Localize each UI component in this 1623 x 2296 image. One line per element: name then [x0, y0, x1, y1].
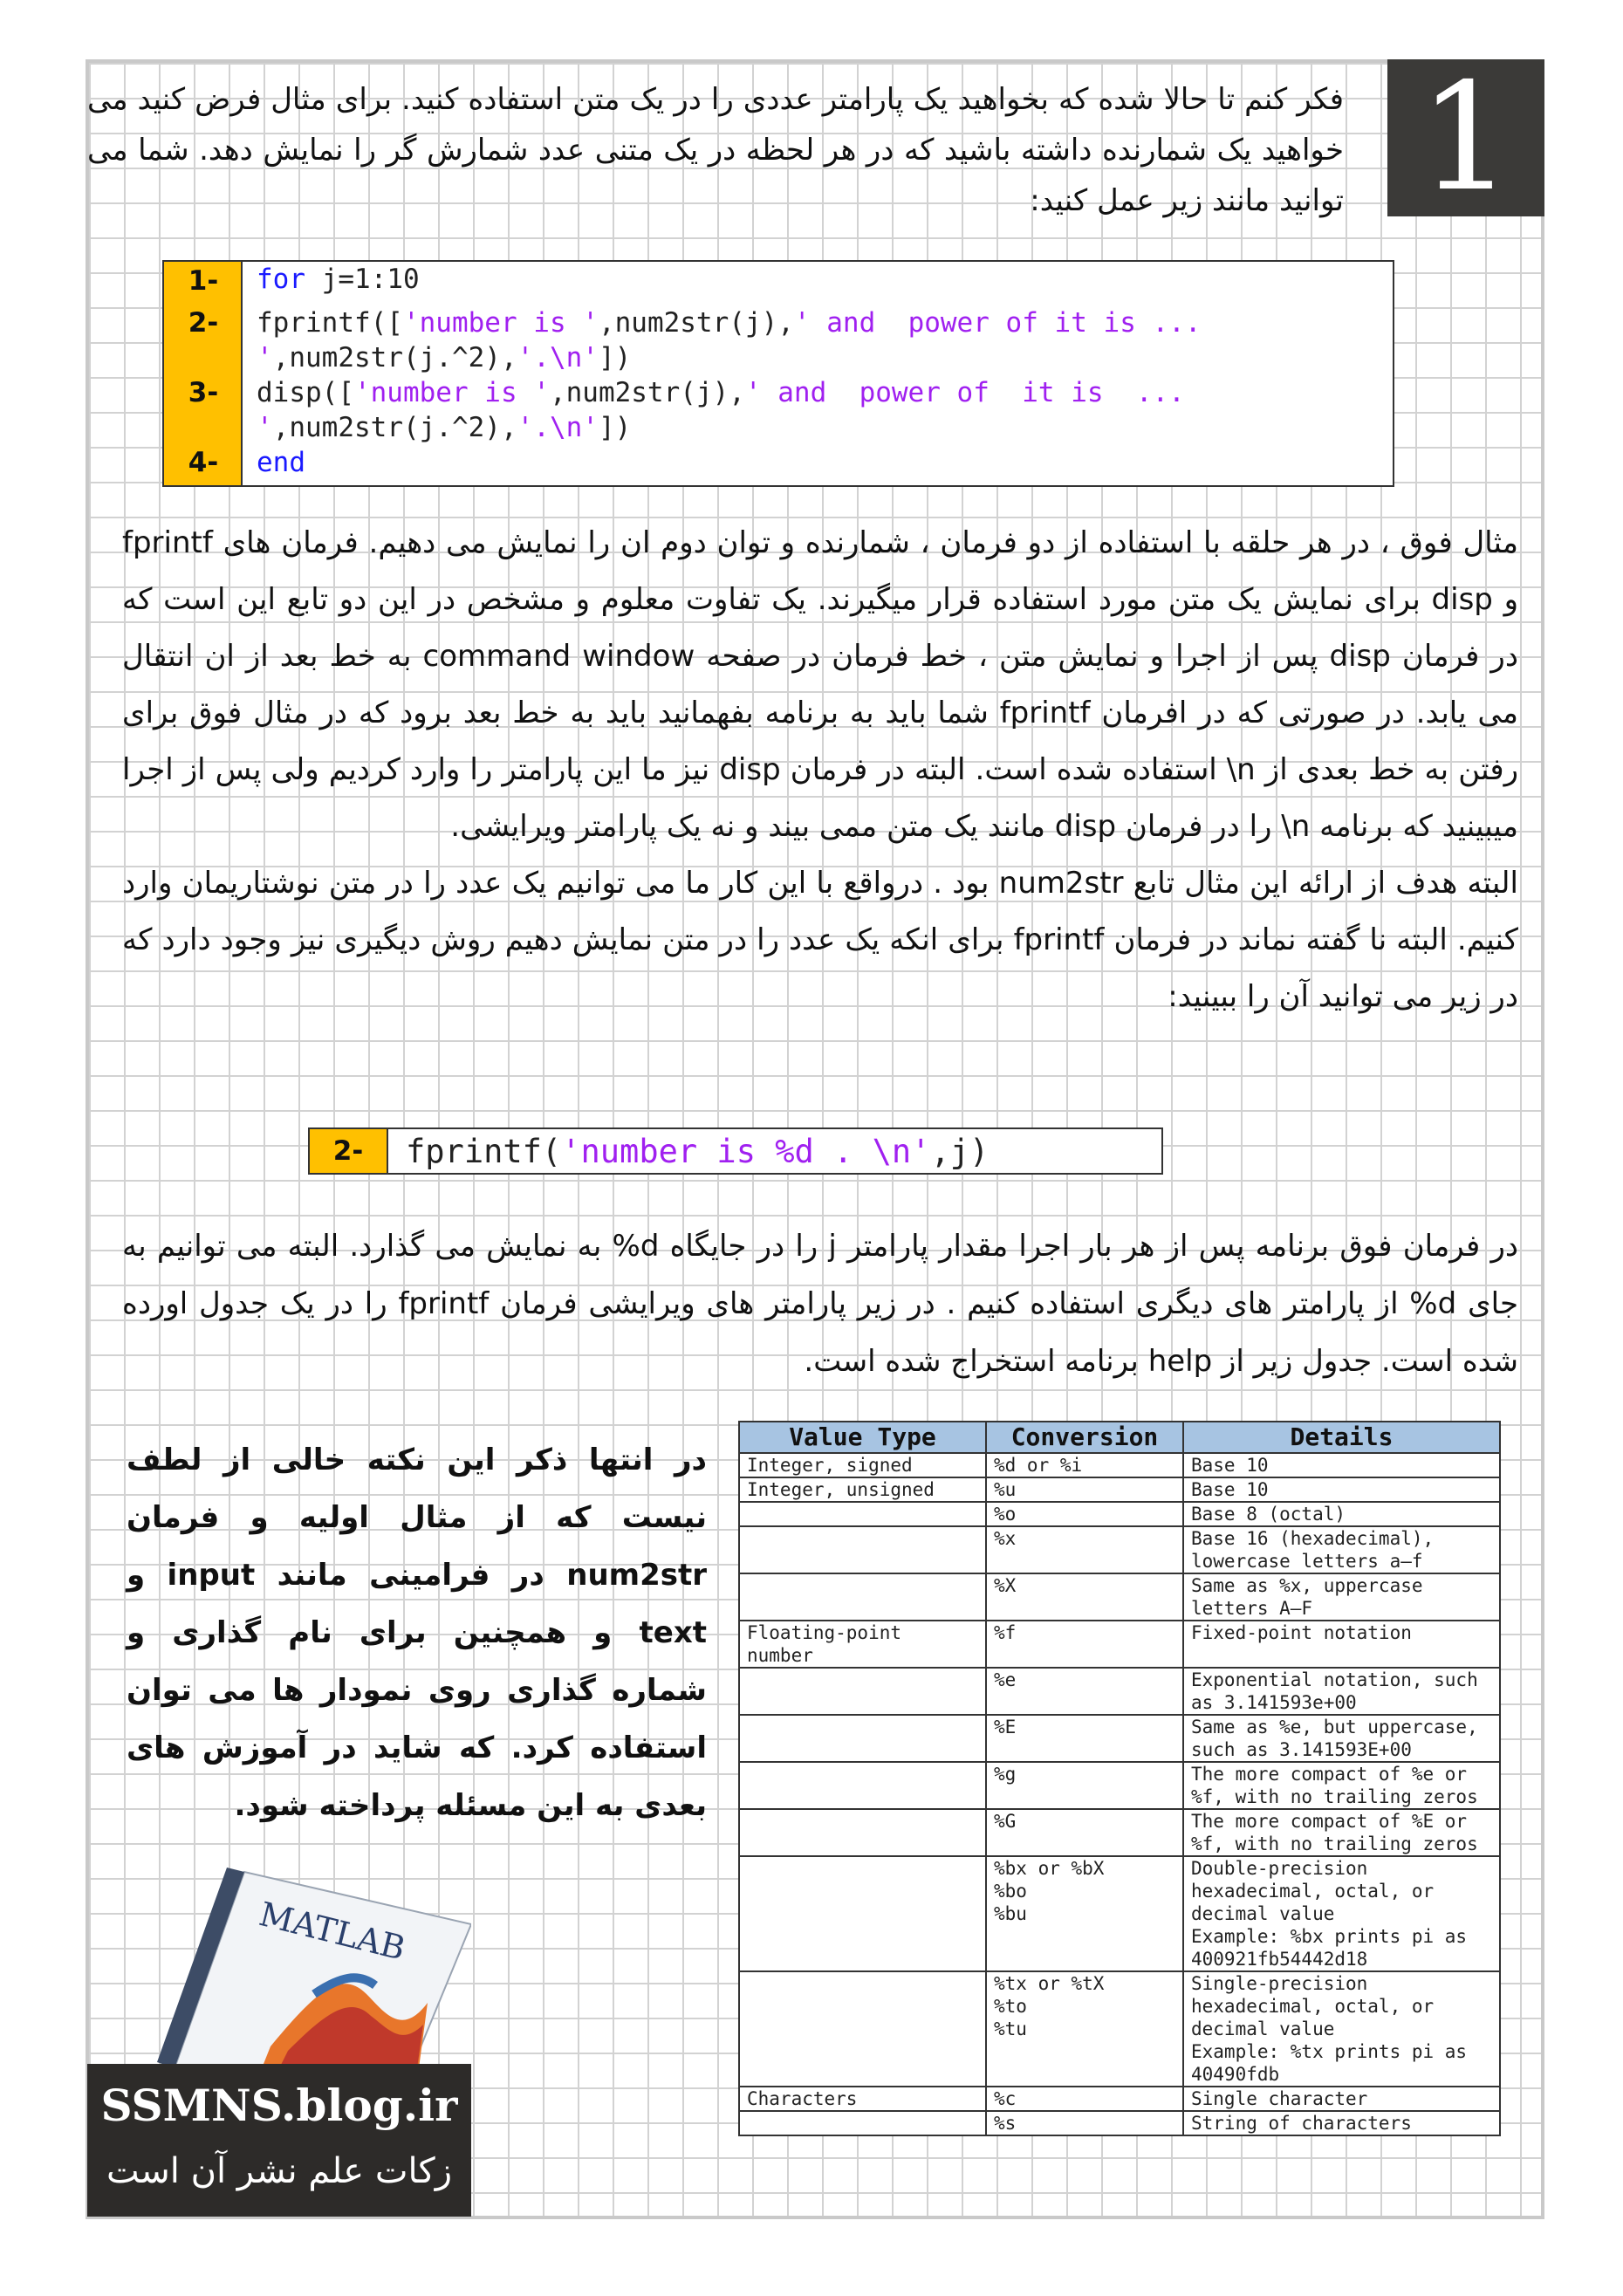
table-row — [739, 1715, 1500, 1762]
cell-value-type — [739, 1971, 986, 2087]
format-spec-table — [738, 1421, 1501, 2136]
cell-details: The more compact of %e or %f, with no trailing zeros — [1183, 1762, 1500, 1809]
cell-value-type: Floating-point number — [739, 1621, 986, 1668]
cell-value-type — [739, 1715, 986, 1762]
cell-conversion: %X — [986, 1573, 1183, 1621]
second-paragraph — [122, 1217, 1518, 1390]
table-body — [739, 1453, 1500, 2135]
cell-value-type: Integer, signed — [739, 1453, 986, 1477]
cell-details: Single-precision hexadecimal, octal, or decimal value Example: %tx prints pi as 40490fdb — [1183, 1971, 1500, 2087]
cell-details: Same as %e, but uppercase, such as 3.141593E+00 — [1183, 1715, 1500, 1762]
line-number: 2- — [188, 307, 219, 339]
cell-conversion: %tx or %tX %to %tu — [986, 1971, 1183, 2087]
cell-conversion: %E — [986, 1715, 1183, 1762]
header-details: Details — [1183, 1422, 1500, 1453]
table-row — [739, 2111, 1500, 2135]
cell-value-type: Characters — [739, 2087, 986, 2111]
cell-details: Base 8 (octal) — [1183, 1502, 1500, 1526]
table-header-row — [739, 1422, 1500, 1453]
cell-details: Exponential notation, such as 3.141593e+00 — [1183, 1668, 1500, 1715]
cell-conversion: %x — [986, 1526, 1183, 1573]
code-line-continued: ',num2str(j.^2),'.\n']) — [257, 412, 632, 443]
cell-conversion: %bx or %bX %bo %bu — [986, 1856, 1183, 1971]
table-row — [739, 1621, 1500, 1668]
line-number: 1- — [188, 265, 219, 297]
cell-conversion: %g — [986, 1762, 1183, 1809]
code-line: for j=1:10 — [257, 264, 420, 295]
table-row — [739, 1573, 1500, 1621]
cell-conversion: %e — [986, 1668, 1183, 1715]
main-text: مثال فوق ، در هر حلقه با استفاده از دو فرمان ، شمارنده و توان دوم ان را نمایش می دهیم. فرمان های fprintf و disp برای نمایش یک متن مورد استفاده قرار میگیرند. یک تفاوت معلوم و مشخص در این دو تابع این است که در فرمان disp پس از اجرا و نمایش متن ، خط فرمان در صفحه command window به خط بعد از ان انتقال می یابد. در صورتی که در افرمان fprintf شما باید به برنامه بفهمانید باید به خط بعد برود که در مثال فوق برای رفتن به خط بعدی از n\ استفاده شده است. البته در فرمان disp نیز ما این پارامتر را وارد کردیم ولی پس از اجرا میبینید که برنامه n\ را در فرمان disp مانند یک متن ممی بیند و نه یک پارامتر ویرایشی. — [122, 525, 1519, 844]
table-row — [739, 2087, 1500, 2111]
cell-conversion: %d or %i — [986, 1453, 1183, 1477]
page-number: 1 — [1387, 59, 1544, 216]
code-line: fprintf('number is %d . \n',j) — [406, 1133, 990, 1170]
cell-conversion: %o — [986, 1502, 1183, 1526]
table-row — [739, 1856, 1500, 1971]
table-row — [739, 1526, 1500, 1573]
brand-banner — [87, 2064, 471, 2217]
code-line — [257, 447, 305, 478]
table-row — [739, 1971, 1500, 2087]
main-paragraph — [122, 515, 1518, 1025]
cell-conversion: %f — [986, 1621, 1183, 1668]
code-block-1 — [162, 260, 1394, 487]
table-row — [739, 1477, 1500, 1502]
cell-conversion: %G — [986, 1809, 1183, 1856]
table-row — [739, 1809, 1500, 1856]
side-note-text: در انتها ذکر این نکته خالی از لطف نیست که از مثال اولیه و فرمان num2str در فرامینی مانند input و text و همچنین برای نام گذاری و شماره گذاری روی نمودار ها می توان استفاده کرد. که شاید در آموزش های بعدی به این مسئله پرداخته شود. — [127, 1443, 707, 1823]
cell-value-type — [739, 1526, 986, 1573]
main-text-2: البته هدف از ارائه این مثال تابع num2str بود . درواقع با این کار ما می توانیم یک عدد را در متن نوشتاریمان وارد کنیم. البته نا گفته نماند در فرمان fprintf برای انکه یک عدد را در متن نمایش دهیم روش دیگیری نیز وجود دارد که در زیر می توانید آن را ببینید: — [122, 866, 1518, 1014]
cell-details: The more compact of %E or %f, with no trailing zeros — [1183, 1809, 1500, 1856]
cell-conversion: %u — [986, 1477, 1183, 1502]
cell-details: Base 16 (hexadecimal), lowercase letters a–f — [1183, 1526, 1500, 1573]
cell-details: String of characters — [1183, 2111, 1500, 2135]
cell-value-type — [739, 1762, 986, 1809]
intro-paragraph — [87, 74, 1344, 226]
table-row — [739, 1453, 1500, 1477]
cell-details: Double-precision hexadecimal, octal, or decimal value Example: %bx prints pi as 400921fb54442d18 — [1183, 1856, 1500, 1971]
cell-conversion: %c — [986, 2087, 1183, 2111]
second-text: در فرمان فوق برنامه پس از هر بار اجرا مقدار پارامتر j را در جایگاه d% به نمایش می گذارد. البته می توانیم به جای d% از پارامتر های دیگری استفاده کنیم . در زیر پارامتر های ویرایشی فرمان fprintf را در یک جدول اورده شده است. جدول زیر از help برنامه استخراج شده است. — [122, 1229, 1519, 1379]
brand-block — [87, 1863, 471, 2217]
cell-value-type — [739, 2111, 986, 2135]
table-row — [739, 1668, 1500, 1715]
keyword: end — [257, 447, 305, 478]
cell-value-type — [739, 1502, 986, 1526]
cell-conversion: %s — [986, 2111, 1183, 2135]
table-row — [739, 1762, 1500, 1809]
code-block-2 — [308, 1127, 1163, 1175]
cell-value-type: Integer, unsigned — [739, 1477, 986, 1502]
header-value-type: Value Type — [739, 1422, 986, 1453]
code-line: disp(['number is ',num2str(j),' and power of it is ... — [257, 377, 1185, 408]
cell-value-type — [739, 1856, 986, 1971]
header-conversion: Conversion — [986, 1422, 1183, 1453]
cell-details: Base 10 — [1183, 1477, 1500, 1502]
cell-value-type — [739, 1573, 986, 1621]
matlab-wordmark: MATLAB — [255, 1895, 409, 1968]
line-number-gutter — [164, 262, 243, 485]
code-line: fprintf(['number is ',num2str(j),' and power of it is ... — [257, 307, 1202, 339]
intro-text: فکر کنم تا حالا شده که بخواهید یک پارامتر عددی را در یک متن استفاده کنید. برای مثال فرض کنید می خواهید یک شمارنده داشته باشید که در هر لحظه در یک متنی عدد شمارش گر را نمایش دهد. شما می توانید مانند زیر عمل کنید: — [87, 82, 1344, 218]
blog-url: SSMNS.blog.ir — [100, 2080, 458, 2131]
keyword: for — [257, 264, 305, 295]
cell-details: Fixed-point notation — [1183, 1621, 1500, 1668]
cell-value-type — [739, 1668, 986, 1715]
matlab-box-logo — [140, 1863, 471, 2073]
line-number: 4- — [188, 447, 219, 478]
code-line-continued: ',num2str(j.^2),'.\n']) — [257, 342, 632, 374]
cell-details: Single character — [1183, 2087, 1500, 2111]
line-number: 2- — [310, 1129, 388, 1173]
cell-value-type — [739, 1809, 986, 1856]
cell-details: Base 10 — [1183, 1453, 1500, 1477]
brand-motto: زکات علم نشر آن است — [106, 2151, 453, 2191]
line-number: 3- — [188, 377, 219, 408]
table-row — [739, 1502, 1500, 1526]
cell-details: Same as %x, uppercase letters A–F — [1183, 1573, 1500, 1621]
side-note — [127, 1431, 707, 1834]
